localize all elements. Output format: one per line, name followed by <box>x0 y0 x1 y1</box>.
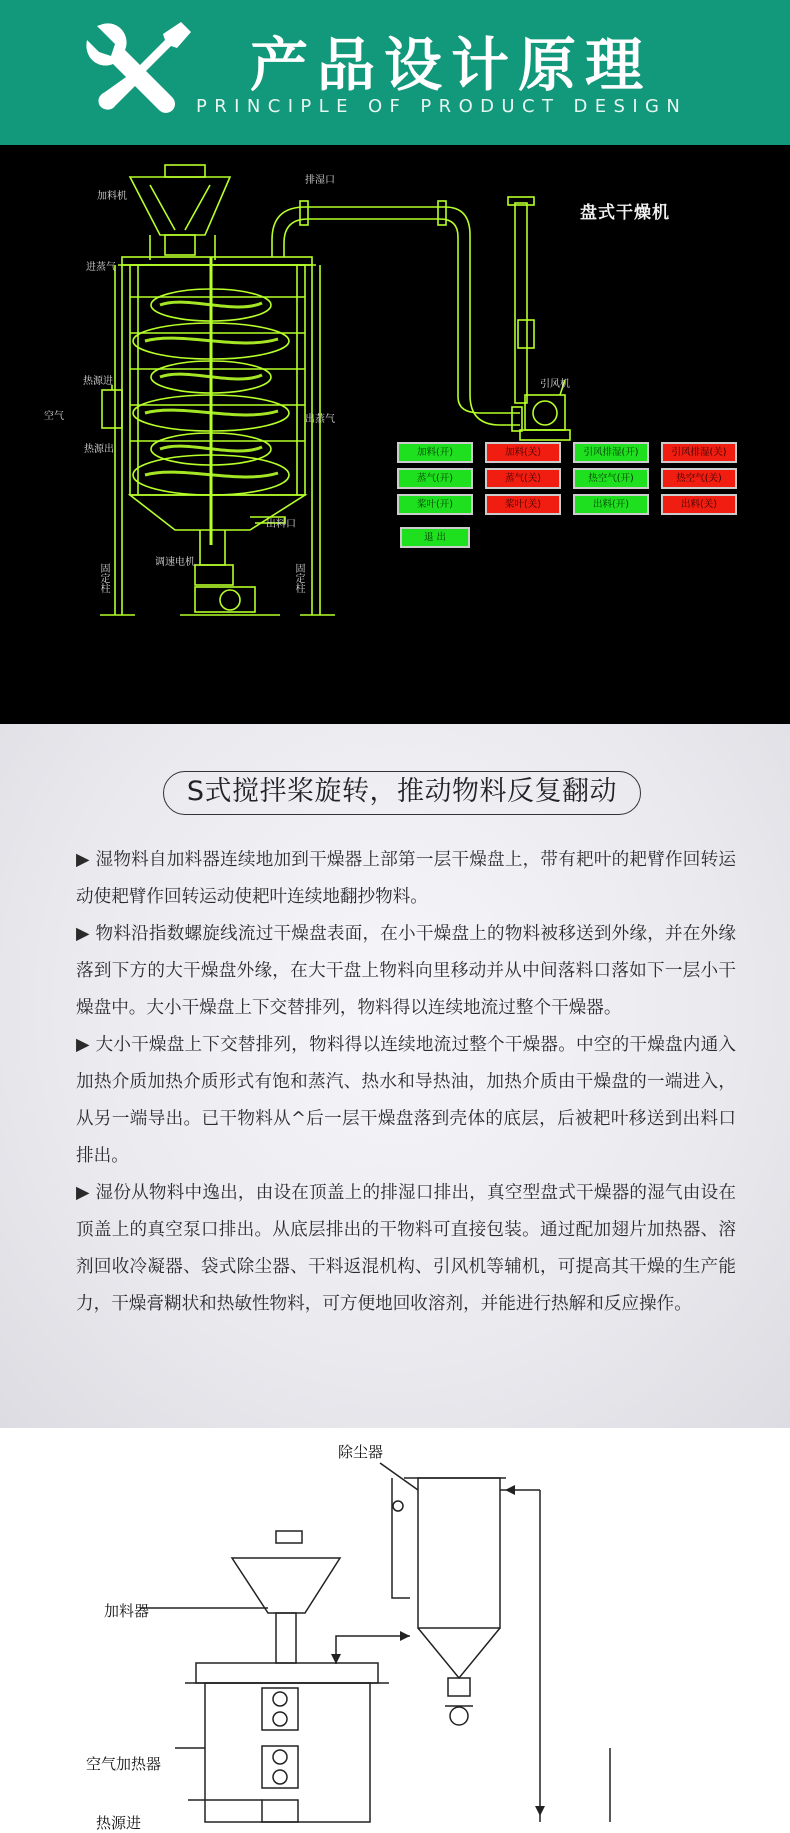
section-heading: S式搅拌桨旋转，推动物料反复翻动 <box>163 771 641 815</box>
wrench-screwdriver-icon <box>85 18 195 118</box>
label-exhaust-port: 排湿口 <box>305 175 335 186</box>
paragraph: ▶ 湿物料自加料器连续地加到干燥器上部第一层干燥盘上，带有耙叶的耙臂作回转运动使耙臂作回转运动使耙叶连续地翻抄物料。 <box>76 850 736 907</box>
feed-off-button[interactable]: 加料(关) <box>485 442 561 463</box>
label-feeder: 加料器 <box>104 1602 150 1620</box>
label-steam-out: 出蒸气 <box>305 414 335 425</box>
paragraph: ▶ 湿份从物料中逸出，由设在顶盖上的排湿口排出，真空型盘式干燥器的湿气由设在顶盖上的真空泵口排出。从底层排出的干物料可直接包装。通过配加翅片加热器、溶剂回收冷凝器、袋式除尘器、干料返混机构、引风机等辅机，可提高其干燥的生产能力，干燥膏糊状和热敏性物料，可方便地回收溶剂，并能进行热解和反应操作。 <box>76 1183 736 1314</box>
page-subtitle: PRINCIPLE OF PRODUCT DESIGN <box>196 96 688 117</box>
label-heat-in: 热源进 <box>96 1814 142 1832</box>
steam-on-button[interactable]: 蒸气(开) <box>397 468 473 489</box>
label-dust-collector: 除尘器 <box>338 1443 384 1461</box>
label-hot-out: 热源出 <box>84 444 114 455</box>
exhaust-on-button[interactable]: 引风排湿(开) <box>573 442 649 463</box>
label-feeder: 加料机 <box>97 191 127 202</box>
dryer-schematic <box>0 145 790 724</box>
paragraph-list <box>76 842 736 1323</box>
exhaust-off-button[interactable]: 引风排湿(关) <box>661 442 737 463</box>
label-fan: 引风机 <box>540 379 570 390</box>
steam-off-button[interactable]: 蒸气(关) <box>485 468 561 489</box>
paragraph: ▶ 大小干燥盘上下交替排列，物料得以连续地流过整个干燥器。中空的干燥盘内通入加热介质加热介质形式有饱和蒸汽、热水和导热油，加热介质由干燥盘的一端进入，从另一端导出。已干物料从^后一层干燥盘落到壳体的底层，后被耙叶移送到出料口排出。 <box>76 1035 736 1166</box>
label-motor: 调速电机 <box>155 557 195 568</box>
label-fixed-left: 固定柱 <box>98 563 109 593</box>
feed-on-button[interactable]: 加料(开) <box>397 442 473 463</box>
label-fixed-right: 固定柱 <box>293 563 304 593</box>
dryer-title: 盘式干燥机 <box>580 203 670 223</box>
principle-text-section <box>0 724 790 1428</box>
label-air: 空气 <box>44 411 64 422</box>
hot-air-on-button[interactable]: 热空气(开) <box>573 468 649 489</box>
label-hot-in: 热源进 <box>83 376 113 387</box>
label-discharge: 出料口 <box>266 519 296 530</box>
page-title: 产品设计原理 <box>250 31 653 99</box>
label-air-heater: 空气加热器 <box>86 1755 162 1773</box>
label-steam-in: 进蒸气 <box>86 262 116 273</box>
hot-air-off-button[interactable]: 热空气(关) <box>661 468 737 489</box>
discharge-off-button[interactable]: 出料(关) <box>661 494 737 515</box>
discharge-on-button[interactable]: 出料(开) <box>573 494 649 515</box>
paragraph: ▶ 物料沿指数螺旋线流过干燥盘表面，在小干燥盘上的物料被移送到外缘，并在外缘落到下方的大干燥盘外缘，在大干盘上物料向里移动并从中间落料口落如下一层小干燥盘中。大小干燥盘上下交替排列，物料得以连续地流过整个干燥器。 <box>76 924 736 1018</box>
header-banner <box>0 0 790 145</box>
dryer-diagram <box>0 145 790 724</box>
paddle-on-button[interactable]: 桨叶(开) <box>397 494 473 515</box>
exit-button[interactable]: 退 出 <box>400 527 470 548</box>
flow-diagram <box>0 1428 790 1832</box>
paddle-off-button[interactable]: 桨叶(关) <box>485 494 561 515</box>
